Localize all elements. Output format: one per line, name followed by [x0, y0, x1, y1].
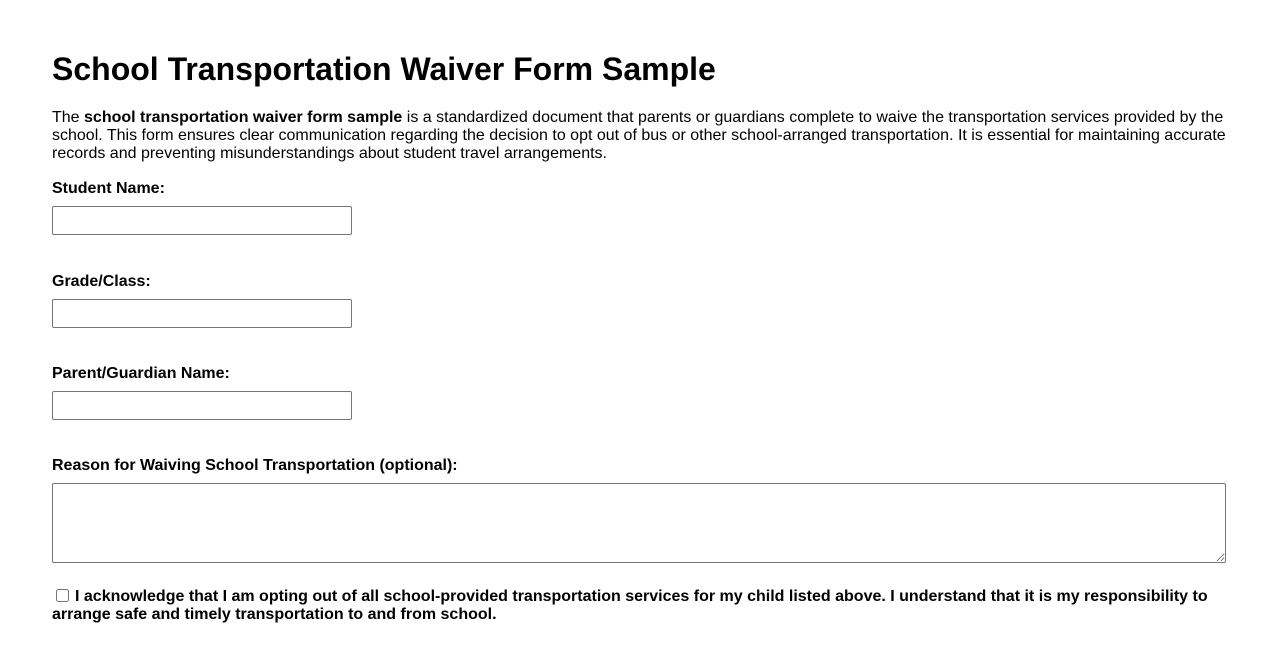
- intro-bold-term: school transportation waiver form sample: [84, 109, 403, 126]
- acknowledgement-row: [52, 588, 1230, 624]
- parent-name-input[interactable]: [52, 391, 352, 420]
- reason-label: Reason for Waiving School Transportation (optional):: [52, 457, 458, 474]
- intro-suffix: is a standardized document that parents or guardians complete to waive the transportation services provided by the school. This form ensures clear communication regarding the decision to opt out of bus or other school-arranged transportation. It is essential for maintaining accurate records and preventing misunderstandings about student travel arrangements.: [52, 109, 1226, 162]
- acknowledgement-checkbox[interactable]: [56, 589, 69, 602]
- intro-paragraph: [52, 109, 1232, 163]
- page-title: School Transportation Waiver Form Sample: [52, 51, 716, 87]
- parent-name-label: Parent/Guardian Name:: [52, 365, 230, 382]
- student-name-input[interactable]: [52, 206, 352, 235]
- acknowledgement-text[interactable]: I acknowledge that I am opting out of all school-provided transportation services for my child listed above. I understand that it is my responsibility to arrange safe and timely transportation to and from school.: [52, 588, 1208, 623]
- grade-class-label: Grade/Class:: [52, 273, 151, 290]
- student-name-label: Student Name:: [52, 180, 165, 197]
- grade-class-input[interactable]: [52, 299, 352, 328]
- reason-textarea[interactable]: [52, 483, 1226, 563]
- intro-prefix: The: [52, 109, 85, 126]
